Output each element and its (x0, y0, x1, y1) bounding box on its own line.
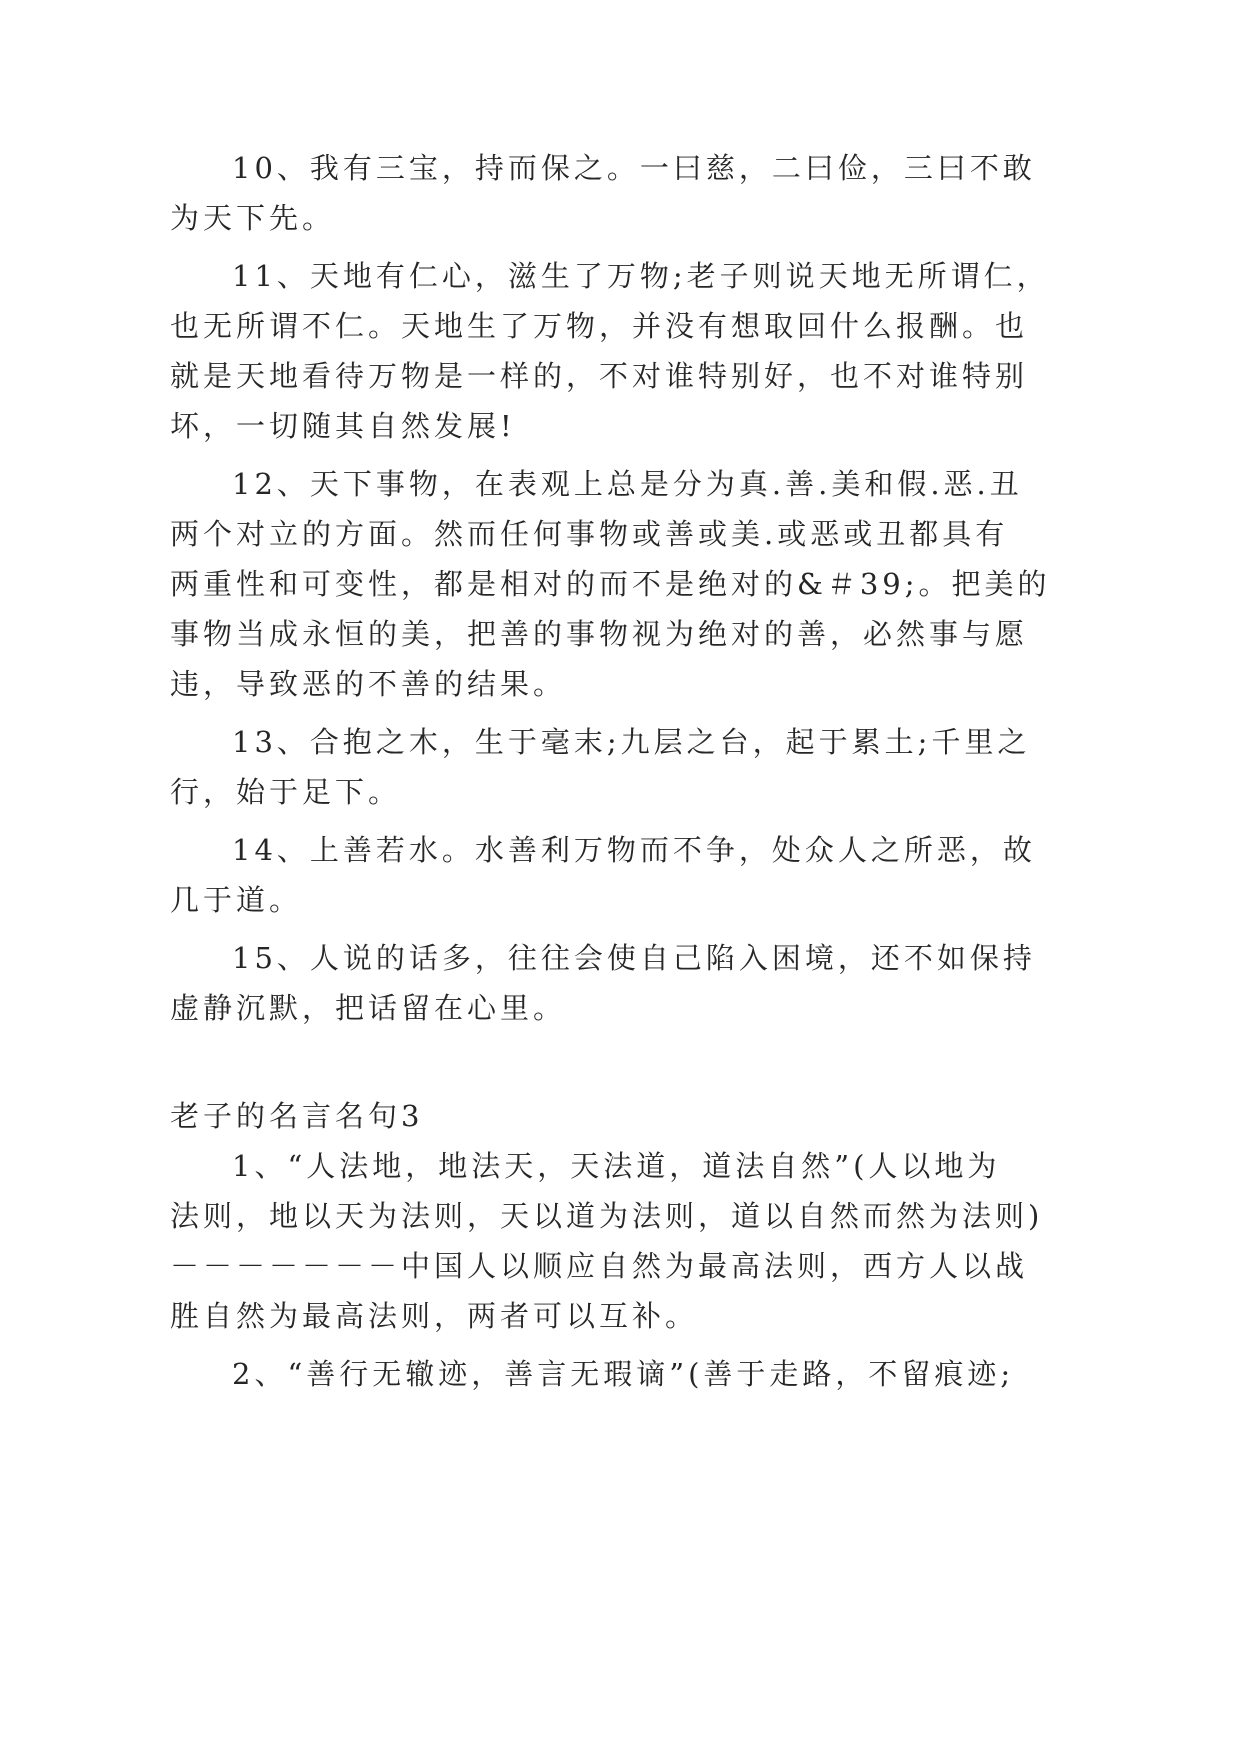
text-line: 事物当成永恒的美，把善的事物视为绝对的善，必然事与愿 (170, 617, 1029, 651)
text-line: 两个对立的方面。然而任何事物或善或美.或恶或丑都具有 (170, 517, 1009, 551)
text-line: 胜自然为最高法则，两者可以互补。 (170, 1299, 699, 1333)
text-line: 12、天下事物，在表观上总是分为真.善.美和假.恶.丑 (232, 467, 1023, 501)
text-line: 几于道。 (170, 883, 303, 917)
text-line: 15、人说的话多，往往会使自己陷入困境，还不如保持 (232, 941, 1036, 975)
text-line: 10、我有三宝，持而保之。一曰慈，二曰俭，三曰不敢 (232, 151, 1036, 185)
text-line: 坏，一切随其自然发展! (170, 409, 516, 443)
text-line: －－－－－－－中国人以顺应自然为最高法则，西方人以战 (170, 1249, 1029, 1283)
text-line: 两重性和可变性，都是相对的而不是绝对的&＃39;。把美的 (170, 567, 1051, 601)
text-line: 13、合抱之木，生于毫末;九层之台，起于累土;千里之 (232, 725, 1031, 759)
text-line: 11、天地有仁心，滋生了万物;老子则说天地无所谓仁， (232, 259, 1050, 293)
text-line: 为天下先。 (170, 201, 336, 235)
text-line: 虚静沉默，把话留在心里。 (170, 991, 567, 1025)
text-line: 2、“善行无辙迹，善言无瑕谪”(善于走路，不留痕迹; (232, 1357, 1015, 1391)
text-line: 法则，地以天为法则，天以道为法则，道以自然而然为法则) (170, 1199, 1044, 1233)
text-line: 也无所谓不仁。天地生了万物，并没有想取回什么报酬。也 (170, 309, 1029, 343)
section-heading: 老子的名言名句3 (170, 1099, 424, 1133)
text-line: 1、“人法地，地法天，天法道，道法自然”(人以地为 (232, 1149, 1001, 1183)
text-line: 就是天地看待万物是一样的，不对谁特别好，也不对谁特别 (170, 359, 1029, 393)
text-line: 14、上善若水。水善利万物而不争，处众人之所恶，故 (232, 833, 1036, 867)
text-line: 行，始于足下。 (170, 775, 402, 809)
text-line: 违，导致恶的不善的结果。 (170, 667, 567, 701)
